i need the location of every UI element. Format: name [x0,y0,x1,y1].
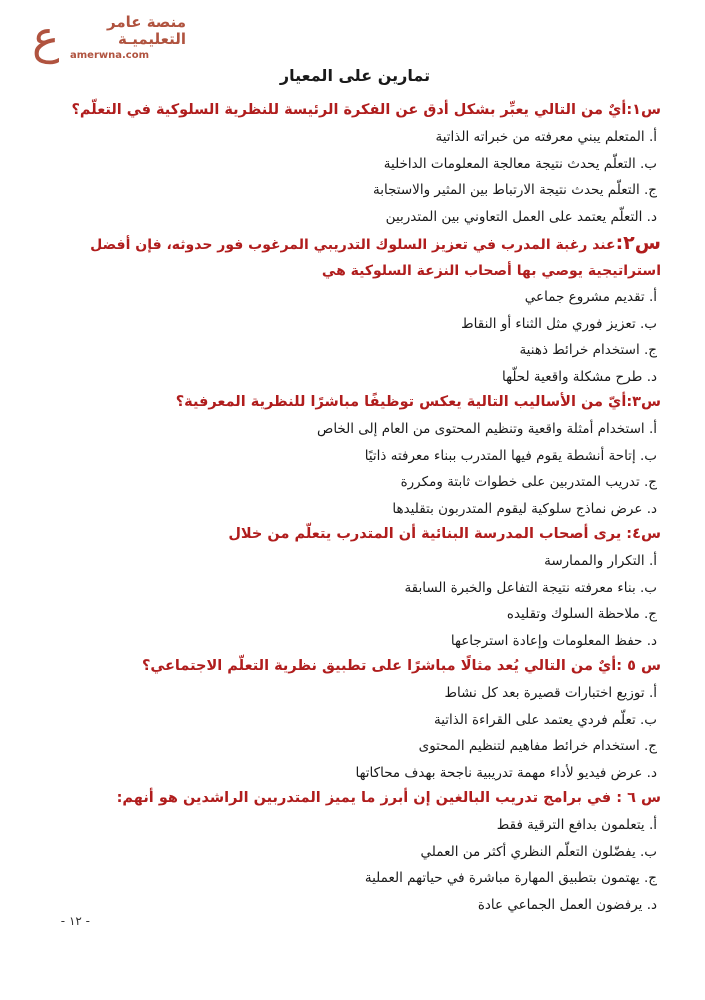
exercise-list [46,98,661,918]
answer-option: ج. التعلّم يحدث نتيجة الارتباط بين المثير والاستجابة [372,182,657,198]
question-text: س٤: يرى أصحاب المدرسة البنائية أن المتدرب يتعلّم من خلال [228,526,661,542]
page-title: تمارين على المعيار [279,66,431,85]
question-body: عند رغبة المدرب في تعزيز السلوك التدريبي المرغوب فور حدوثه، فإن أفضل استراتيجية يوصي بها أصحاب النزعة السلوكية هي [90,237,661,279]
question-block [46,786,661,918]
logo-ain-icon: ع [32,10,60,64]
answer-option: د. عرض نماذج سلوكية ليقوم المتدربون بتقليدها [392,500,657,517]
answer-option: ب. يفضّلون التعلّم النظري أكثر من العملي [420,843,657,860]
answer-option: ج. استخدام خرائط مفاهيم لتنظيم المحتوى [418,738,657,754]
question-text: س٣:أيّ من الأساليب التالية يعكس توظيفًا مباشرًا للنظرية المعرفية؟ [175,394,661,410]
answer-option: ج. تدريب المتدربين على خطوات ثابتة ومكررة [400,474,657,490]
logo-subtitle: التعليميـة [117,30,186,48]
question-block [46,98,661,230]
answer-option: ب. إتاحة أنشطة يقوم فيها المتدرب ببناء معرفته ذاتيًا [364,447,657,464]
answer-option: د. حفظ المعلومات وإعادة استرجاعها [450,632,657,649]
answer-option: د. يرفضون العمل الجماعي عادة [477,896,657,913]
answer-option: ج. استخدام خرائط ذهنية [519,342,657,358]
question-block [46,230,661,390]
answer-option: ج. يهتمون بتطبيق المهارة مباشرة في حياتهم العملية [364,870,657,886]
answer-option: أ. التكرار والممارسة [544,553,657,569]
page-number: - ١٢ - [60,914,90,928]
answer-option: أ. استخدام أمثلة واقعية وتنظيم المحتوى من العام إلى الخاص [317,421,657,437]
question-text [46,230,661,284]
answer-option: ج. ملاحظة السلوك وتقليده [506,606,657,622]
answer-option: ب. تعزيز فوري مثل الثناء أو النقاط [461,315,657,332]
answer-option: د. التعلّم يعتمد على العمل التعاوني بين المتدربين [385,208,657,225]
brand-logo [30,10,186,66]
logo-url: amerwna.com [70,50,150,61]
answer-option: ب. التعلّم يحدث نتيجة معالجة المعلومات الداخلية [383,155,657,172]
question-text: س ٥ :أيٌ من التالي يُعد مثالًا مباشرًا على تطبيق نظرية التعلّم الاجتماعي؟ [141,658,661,674]
question-text: س ٦ : في برامج تدريب البالغين إن أبرز ما يميز المتدربين الراشدين هو أنهم: [116,790,661,806]
question-text: س١:أيٌ من التالي يعبِّر بشكل أدق عن الفكرة الرئيسة للنظرية السلوكية في التعلّم؟ [71,102,661,118]
answer-option: ب. تعلّم فردي يعتمد على القراءة الذاتية [433,711,657,728]
answer-option: أ. يتعلمون بدافع الترقية فقط [496,817,657,833]
question-number: س٢: [615,232,661,254]
answer-option: أ. توزيع اختبارات قصيرة بعد كل نشاط [444,685,657,701]
question-block [46,654,661,786]
answer-option: د. عرض فيديو لأداء مهمة تدريبية ناجحة بهدف محاكاتها [355,764,657,781]
answer-option: د. طرح مشكلة واقعية لحلّها [502,368,657,385]
answer-option: أ. المتعلم يبني معرفته من خبراته الذاتية [435,129,657,145]
question-block [46,522,661,654]
answer-option: أ. تقديم مشروع جماعي [524,289,657,305]
question-block [46,390,661,522]
answer-option: ب. بناء معرفته نتيجة التفاعل والخبرة السابقة [404,579,657,596]
logo-name: منصة عامر [106,13,186,31]
